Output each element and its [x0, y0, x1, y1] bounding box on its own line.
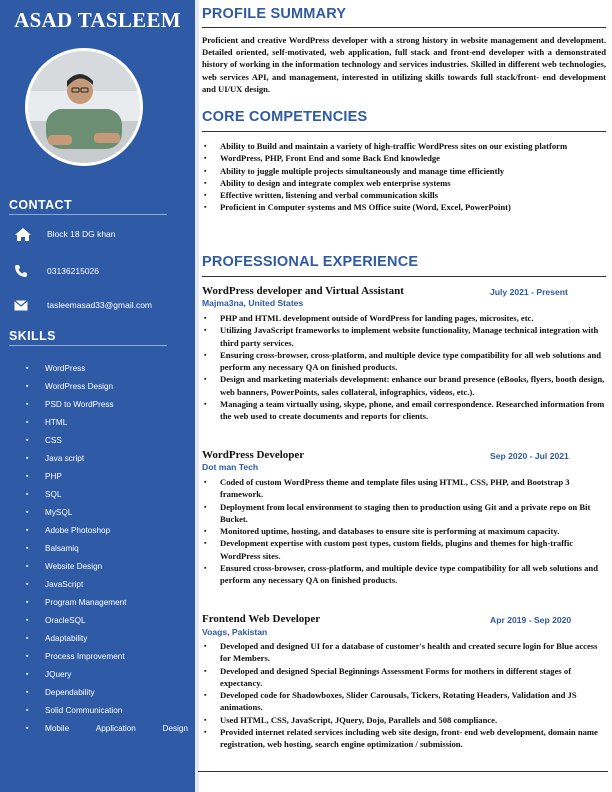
job-date: July 2021 - Present — [490, 287, 568, 297]
candidate-name: ASAD TASLEEM — [14, 8, 181, 32]
job-company: Majma3na, United States — [202, 298, 304, 308]
skill-item: ▪ Mobile Application Design — [26, 724, 188, 733]
job-bullet: ▪ Used HTML, CSS, JavaScript, JQuery, Dojo, Parallels and 508 compliance. — [202, 714, 606, 726]
skill-item: ▪ WordPress Design — [26, 382, 114, 391]
phone-text: 03136215026 — [47, 266, 100, 276]
job-bullet: ▪ Developed and designed UI for a database of customer's health and created secure login for Blue access for Members. — [202, 640, 606, 665]
job-bullets — [202, 312, 606, 423]
skill-item: ▪ Program Management — [26, 598, 127, 607]
skill-item: ▪ PSD to WordPress — [26, 400, 114, 409]
job-bullet: ▪ Developed code for Shadowboxes, Slider Carousals, Tickers, Rotating Headers, Validation and JS animations. — [202, 689, 606, 714]
job-bullet: ▪ PHP and HTML development outside of WordPress for landing pages, microsites, etc. — [202, 312, 606, 324]
contact-phone — [14, 263, 99, 279]
skill-item: ▪ Java script — [26, 454, 85, 463]
job-bullet: ▪ Development expertise with custom post types, custom fields, plugins and themes for high-traffic WordPress sites. — [202, 537, 606, 562]
experience-divider — [202, 276, 606, 277]
skill-item: ▪ Balsamiq — [26, 544, 79, 553]
contact-heading: CONTACT — [9, 198, 72, 212]
job-bullet: ▪ Monitored uptime, hosting, and databases to ensure site is performing at maximum capacity. — [202, 525, 606, 537]
competencies-list — [202, 140, 606, 214]
skill-item: ▪ SQL — [26, 490, 62, 499]
competency-item: ▪ Ability to Build and maintain a variety of high-traffic WordPress sites on our existing platform — [202, 140, 606, 152]
skill-item: ▪ Adobe Photoshop — [26, 526, 111, 535]
job-date: Apr 2019 - Sep 2020 — [490, 615, 572, 625]
job-title: WordPress Developer — [202, 449, 305, 461]
skill-item: ▪ Dependability — [26, 688, 95, 697]
competency-item: ▪ Effective written, listening and verbal communication skills — [202, 189, 606, 201]
home-icon — [14, 226, 36, 242]
job-bullets — [202, 476, 606, 587]
contact-address — [14, 226, 116, 242]
envelope-icon — [14, 297, 36, 313]
job-bullet: ▪ Ensuring cross-browser, cross-platform, and multiple device type compatibility for all web solutions and perform any necessary QA on finished products. — [202, 349, 606, 374]
competency-item: ▪ Proficient in Computer systems and MS Office suite (Word, Excel, PowerPoint) — [202, 201, 606, 213]
skill-item: ▪ MySQL — [26, 508, 73, 517]
job-company: Dot man Tech — [202, 462, 259, 472]
job-bullet: ▪ Utilizing JavaScript frameworks to implement website functionality, Manage technical integration with third party services. — [202, 324, 606, 349]
competency-item: ▪ Ability to design and integrate complex web enterprise systems — [202, 177, 606, 189]
job-bullet: ▪ Coded of custom WordPress theme and template files using HTML, CSS, PHP, and Bootstrap 3 framework. — [202, 476, 606, 501]
skill-item: ▪ HTML — [26, 418, 68, 427]
phone-icon — [14, 263, 36, 279]
skill-item: ▪ OracleSQL — [26, 616, 86, 625]
skill-item: ▪ JQuery — [26, 670, 72, 679]
professional-experience-heading: PROFESSIONAL EXPERIENCE — [202, 254, 419, 270]
skills-divider — [9, 345, 167, 346]
sidebar — [0, 0, 195, 792]
skill-item: ▪ Solid Communication — [26, 706, 123, 715]
job-bullet: ▪ Developed and designed Special Beginnings Assessment Forms for mothers in different stages of expectancy. — [202, 665, 606, 690]
competency-item: ▪ WordPress, PHP, Front End and some Back End knowledge — [202, 152, 606, 164]
skills-list — [26, 363, 188, 741]
competencies-divider — [202, 131, 606, 132]
skill-item: ▪ PHP — [26, 472, 62, 481]
job-title: WordPress developer and Virtual Assistant — [202, 285, 404, 297]
address-text: Block 18 DG khan — [47, 229, 116, 239]
skill-item: ▪ Process Improvement — [26, 652, 125, 661]
skill-item: ▪ Adaptability — [26, 634, 88, 643]
job-bullet: ▪ Managing a team virtually using, skype, phone, and email correspondence. Researched information from the web used to create documents and reports for clients. — [202, 398, 606, 423]
contact-email[interactable] — [14, 297, 152, 313]
job-title: Frontend Web Developer — [202, 613, 321, 625]
email-text[interactable]: tasleemasad33@gmail.com — [47, 300, 153, 310]
bottom-divider — [198, 771, 608, 772]
skill-item: ▪ JavaScript — [26, 580, 84, 589]
profile-summary-heading: PROFILE SUMMARY — [202, 6, 347, 22]
job-company: Voags, Pakistan — [202, 627, 268, 637]
job-bullets — [202, 640, 606, 751]
skills-heading: SKILLS — [9, 329, 56, 343]
skill-item: ▪ Website Design — [26, 562, 103, 571]
core-competencies-heading: CORE COMPETENCIES — [202, 109, 368, 125]
competency-item: ▪ Ability to juggle multiple projects simultaneously and manage time efficiently — [202, 165, 606, 177]
profile-divider — [202, 27, 606, 28]
profile-photo — [25, 48, 143, 166]
job-date: Sep 2020 - Jul 2021 — [490, 451, 569, 461]
job-bullet: ▪ Deployment from local environment to staging then to production using Git and a private repo on Bit Bucket. — [202, 501, 606, 526]
profile-summary-text: Proficient and creative WordPress developer with a strong history in website management and development. Detailed oriented, self-motivated, web application, full stack and front-end developer with a demonstrated history of working in the information technology and services industries. Skilled in different web technologies, web services API, and management, interested in utilizing skills towards full stack/front- end development and UI/UX design. — [202, 35, 606, 94]
profile-photo-illustration — [28, 51, 140, 163]
job-bullet: ▪ Ensured cross-browser, cross-platform, and multiple device type compatibility for all web solutions and perform any necessary QA on finished products. — [202, 562, 606, 587]
skill-item: ▪ WordPress — [26, 364, 86, 373]
contact-divider — [9, 214, 167, 215]
job-bullet: ▪ Provided internet related services including web site design, front- end web development, domain name registration, web hosting, search engine optimization / submission. — [202, 726, 606, 751]
job-bullet: ▪ Design and marketing materials development: enhance our brand presence (eBooks, flyers, booth design, web banners, PowerPoints, sales collateral, infographics, videos, etc.). — [202, 373, 606, 398]
skill-item: ▪ CSS — [26, 436, 62, 445]
